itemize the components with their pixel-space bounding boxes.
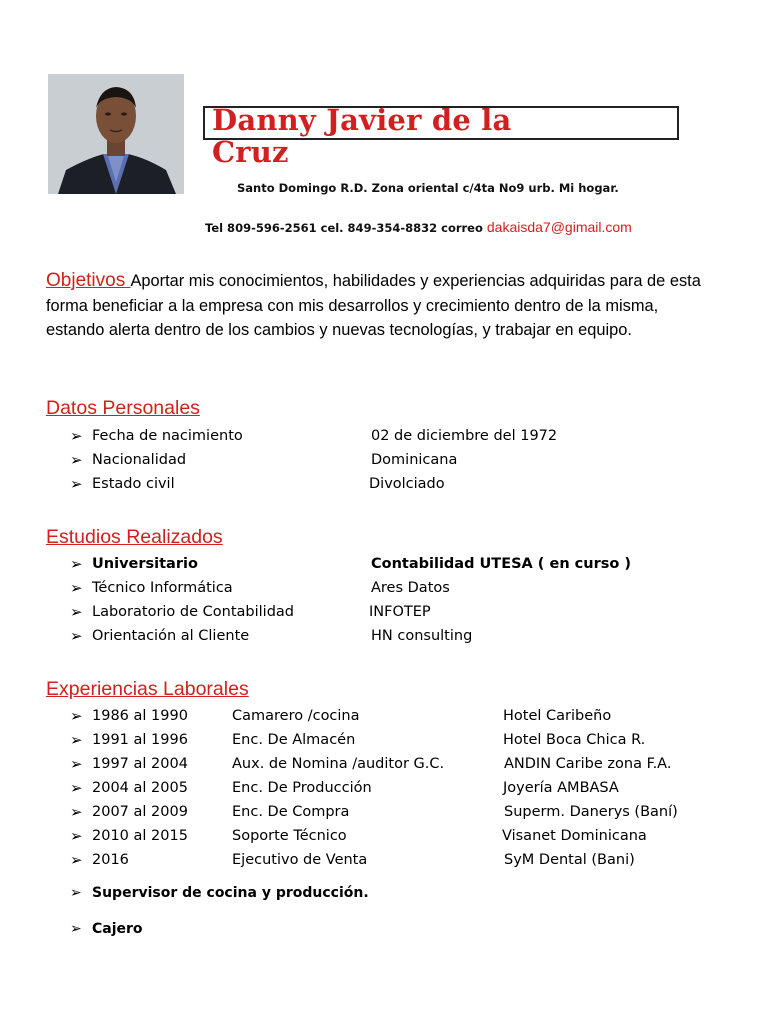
item-position: Soporte Técnico [232, 828, 347, 844]
item-label: Orientación al Cliente [92, 628, 250, 644]
item-years: 1991 al 1996 [92, 732, 188, 748]
item-value: Dominicana [371, 452, 458, 468]
item-company: Hotel Boca Chica R. [503, 732, 646, 748]
item-value: Contabilidad UTESA ( en curso ) [371, 556, 632, 572]
item-value: 02 de diciembre del 1972 [371, 428, 558, 444]
item-label: Estado civil [92, 476, 175, 492]
arrow-bullet-icon: ➢ [70, 827, 83, 845]
extra-role-cajero [70, 921, 143, 937]
item-years: 2004 al 2005 [92, 780, 188, 796]
person-portrait-icon [48, 74, 184, 194]
item-company: Superm. Danerys (Baní) [504, 804, 678, 820]
arrow-bullet-icon: ➢ [70, 603, 83, 621]
name-line-1: Danny Javier de la [212, 103, 512, 137]
item-years: 1997 al 2004 [92, 756, 188, 772]
item-years: 2010 al 2015 [92, 828, 188, 844]
item-label: Universitario [92, 556, 198, 572]
item-position: Enc. De Almacén [232, 732, 356, 748]
item-company: SyM Dental (Bani) [504, 852, 635, 868]
item-years: 2016 [92, 852, 129, 868]
item-company: Hotel Caribeño [503, 708, 612, 724]
contact-line [205, 219, 632, 235]
arrow-bullet-icon: ➢ [70, 475, 83, 493]
profile-photo [48, 74, 184, 194]
datos-personales-title: Datos Personales [46, 397, 200, 419]
item-position: Aux. de Nomina /auditor G.C. [232, 756, 445, 772]
extra-role-supervisor [70, 885, 369, 901]
item-position: Camarero /cocina [232, 708, 360, 724]
objetivos-title: Objetivos [46, 270, 131, 291]
estudios-title: Estudios Realizados [46, 526, 223, 548]
arrow-bullet-icon: ➢ [70, 427, 83, 445]
item-position: Enc. De Compra [232, 804, 350, 820]
experiencias-title: Experiencias Laborales [46, 678, 249, 700]
arrow-bullet-icon: ➢ [70, 803, 83, 821]
arrow-bullet-icon: ➢ [70, 451, 83, 469]
arrow-bullet-icon: ➢ [70, 555, 83, 573]
item-value: INFOTEP [369, 604, 431, 620]
item-value: HN consulting [371, 628, 473, 644]
item-company: Joyería AMBASA [503, 780, 619, 796]
arrow-bullet-icon: ➢ [70, 851, 83, 869]
extra-role-label: Cajero [92, 921, 143, 937]
arrow-bullet-icon: ➢ [70, 627, 83, 645]
item-company: Visanet Dominicana [502, 828, 647, 844]
item-years: 1986 al 1990 [92, 708, 188, 724]
item-position: Enc. De Producción [232, 780, 372, 796]
item-label: Fecha de nacimiento [92, 428, 243, 444]
candidate-name [212, 104, 682, 168]
extra-role-label: Supervisor de cocina y producción. [92, 885, 369, 901]
objetivos-text: Aportar mis conocimientos, habilidades y experiencias adquiridas para de esta forma beneficiar a la empresa con mis desarrollos y crecimiento dentro de la misma, estando alerta dentro de los cambios y nuevas tecnologías, y trabajar en equipo. [46, 272, 701, 339]
item-value: Divolciado [369, 476, 445, 492]
arrow-bullet-icon: ➢ [70, 755, 83, 773]
item-company: ANDIN Caribe zona F.A. [504, 756, 672, 772]
arrow-bullet-icon: ➢ [70, 921, 82, 937]
address: Santo Domingo R.D. Zona oriental c/4ta No9 urb. Mi hogar. [237, 181, 619, 195]
item-label: Nacionalidad [92, 452, 187, 468]
item-label: Técnico Informática [92, 580, 233, 596]
phone-numbers: Tel 809-596-2561 cel. 849-354-8832 correo [205, 221, 487, 235]
item-years: 2007 al 2009 [92, 804, 188, 820]
objetivos-section [46, 269, 716, 343]
arrow-bullet-icon: ➢ [70, 579, 83, 597]
email-link[interactable]: dakaisda7@gimail.com [486, 219, 632, 235]
arrow-bullet-icon: ➢ [70, 731, 83, 749]
arrow-bullet-icon: ➢ [70, 885, 82, 901]
arrow-bullet-icon: ➢ [70, 779, 83, 797]
name-line-2: Cruz [212, 135, 289, 169]
item-label: Laboratorio de Contabilidad [92, 604, 294, 620]
item-position: Ejecutivo de Venta [232, 852, 368, 868]
item-value: Ares Datos [371, 580, 450, 596]
arrow-bullet-icon: ➢ [70, 707, 83, 725]
